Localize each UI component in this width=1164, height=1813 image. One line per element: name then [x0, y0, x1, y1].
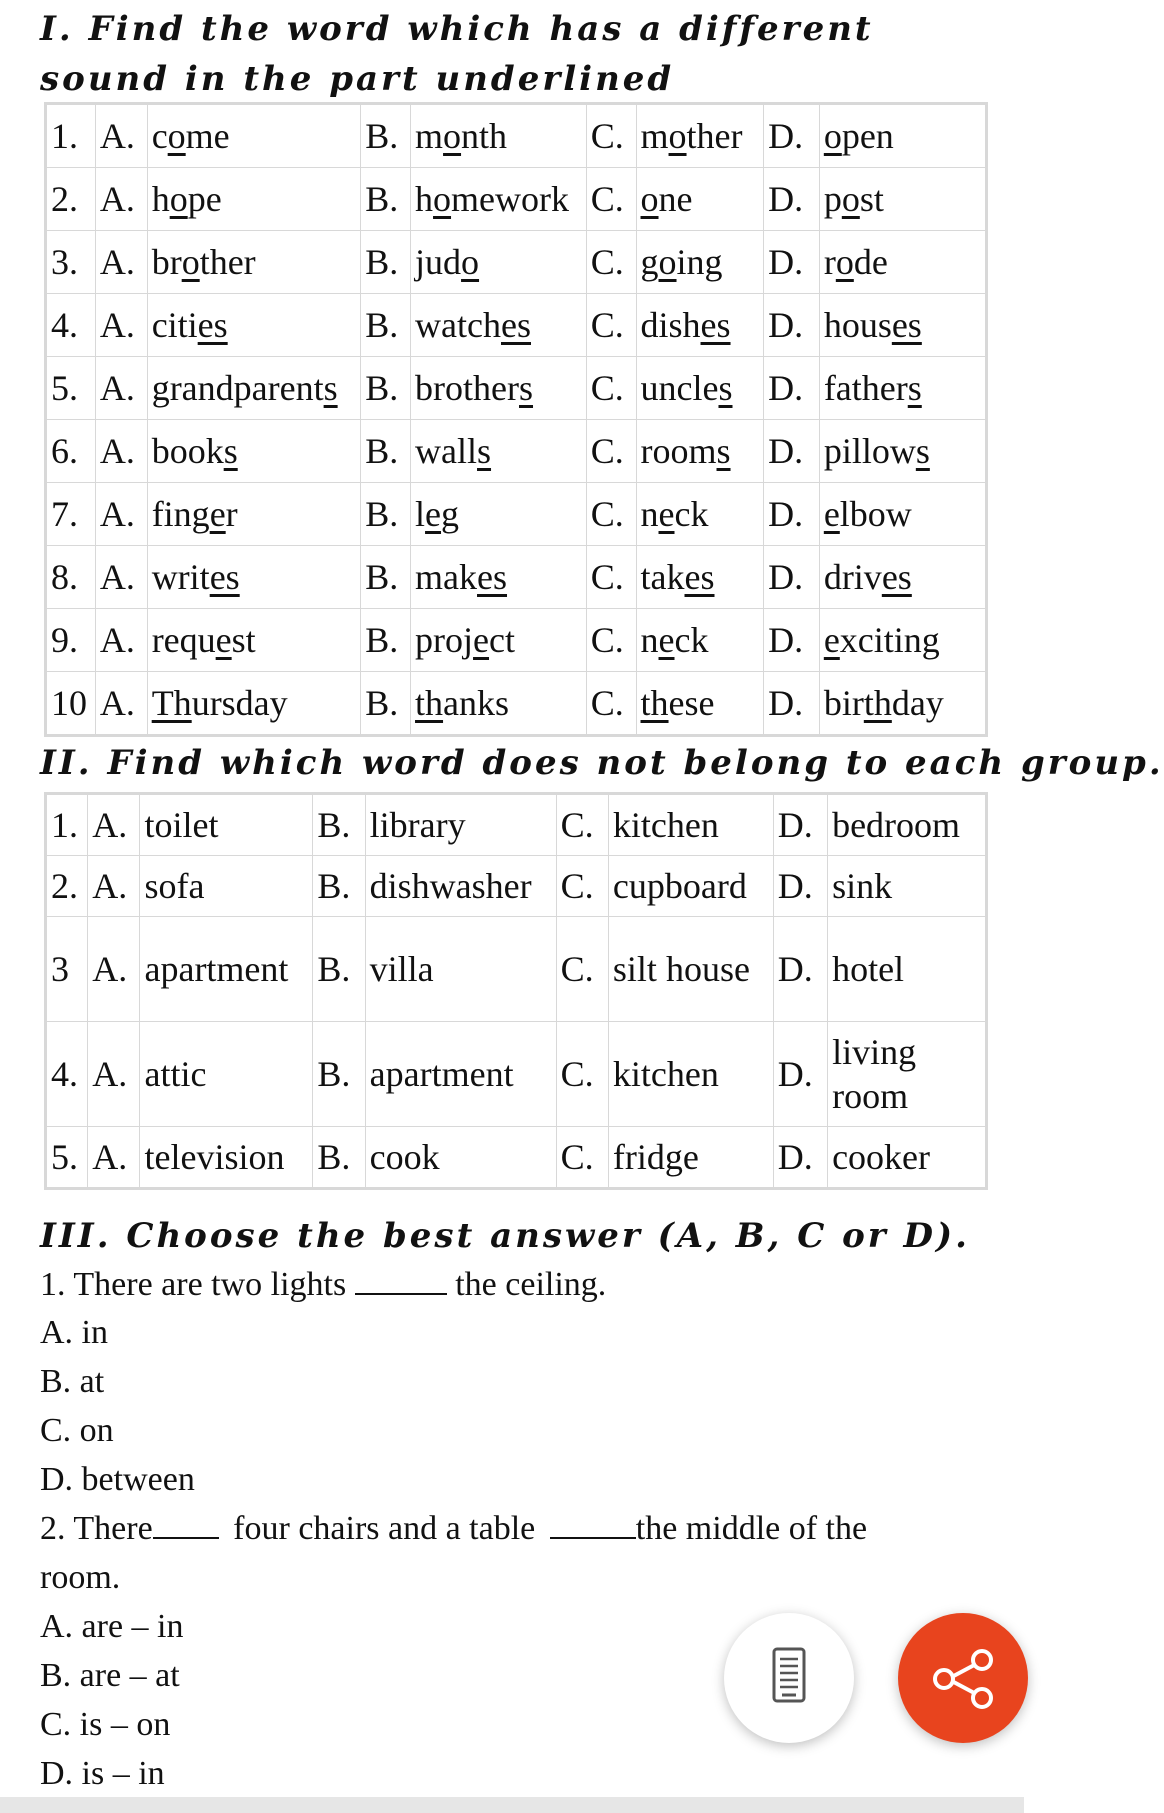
option-item: D. is – in [40, 1755, 165, 1792]
option-letter: B. [361, 546, 411, 609]
option-letter: A. [95, 357, 147, 420]
option-letter: C. [586, 168, 636, 231]
option-letter: D. [764, 546, 820, 609]
option-letter: A. [95, 483, 147, 546]
underlined-part: s [323, 368, 338, 408]
underlined-part: o [835, 242, 854, 282]
document-button[interactable] [724, 1613, 854, 1743]
word-part: me [185, 116, 230, 156]
underlined-part: es [700, 305, 731, 345]
word-part: pe [187, 179, 222, 219]
option-word [819, 168, 986, 231]
word-part: ct [489, 620, 515, 660]
underlined-part: es [891, 305, 922, 345]
underlined-part: es [881, 557, 912, 597]
question-2 [40, 1504, 867, 1553]
option-word: apartment [140, 917, 313, 1022]
option-word: toilet [140, 794, 313, 856]
word-part: m [640, 116, 669, 156]
option-letter: B. [361, 104, 411, 168]
underlined-part: e [823, 620, 840, 660]
question-number: 2. [46, 856, 88, 917]
option-word [636, 609, 764, 672]
word-part: l [415, 494, 426, 534]
word-part: mak [415, 557, 478, 597]
option-word: cupboard [608, 856, 773, 917]
option-letter: C. [586, 546, 636, 609]
question-2-text-cont: room. [40, 1559, 121, 1596]
share-icon [898, 1613, 1028, 1743]
underlined-part: s [519, 368, 534, 408]
word-part: g [441, 494, 460, 534]
underlined-part: es [197, 305, 228, 345]
option-letter: C. [586, 294, 636, 357]
underlined-part: e [658, 494, 675, 534]
table-row [46, 104, 987, 168]
option-word [411, 546, 587, 609]
word-part: de [853, 242, 888, 282]
option-letter: A. [95, 294, 147, 357]
question-number: 2. [46, 168, 96, 231]
word-part: brother [415, 368, 519, 408]
underlined-part: e [215, 620, 232, 660]
option-letter: B. [361, 357, 411, 420]
option-letter: B. [313, 1127, 365, 1189]
option-letter: B. [361, 672, 411, 736]
option-letter: A. [88, 1127, 140, 1189]
option-letter: C. [586, 609, 636, 672]
table-row [46, 357, 987, 420]
option-letter: B. [361, 168, 411, 231]
underlined-part: o [658, 242, 677, 282]
underlined-part: es [684, 557, 715, 597]
option-letter: D. [764, 609, 820, 672]
question-1-text-end: the ceiling. [455, 1266, 607, 1303]
word-part: ese [668, 683, 715, 723]
underlined-part: es [501, 305, 531, 345]
underlined-part: s [718, 368, 733, 408]
option-word [411, 104, 587, 168]
option-word [411, 294, 587, 357]
word-part: jud [415, 242, 462, 282]
option-word: cook [365, 1127, 556, 1189]
option-letter: D. [764, 168, 820, 231]
table-row [46, 420, 987, 483]
option-item: D. between [40, 1461, 195, 1498]
option-letter: C. [556, 856, 608, 917]
underlined-part: o [167, 116, 186, 156]
word-part: tak [640, 557, 685, 597]
word-part: ursday [191, 683, 288, 723]
option-letter: B. [313, 917, 365, 1022]
option-letter: A. [95, 609, 147, 672]
word-part: r [225, 494, 238, 534]
option-word: villa [365, 917, 556, 1022]
option-item: C. is – on [40, 1706, 171, 1743]
option-letter: D. [773, 1022, 827, 1127]
option-word [147, 294, 361, 357]
option-letter: B. [313, 856, 365, 917]
option-letter: D. [764, 294, 820, 357]
option-word [411, 483, 587, 546]
option-word [819, 231, 986, 294]
option-letter: B. [361, 294, 411, 357]
option-letter: C. [586, 104, 636, 168]
word-part: room [640, 431, 717, 471]
option-letter: C. [586, 483, 636, 546]
option-word [819, 546, 986, 609]
question-number: 3 [46, 917, 88, 1022]
option-letter: D. [773, 794, 827, 856]
option-word: cooker [828, 1127, 987, 1189]
word-part: ther [199, 242, 256, 282]
question-number: 5. [46, 1127, 88, 1189]
option-word [147, 168, 361, 231]
word-part: proj [415, 620, 474, 660]
option-letter: D. [764, 672, 820, 736]
table-row [46, 794, 987, 856]
underlined-part: e [823, 494, 840, 534]
word-part: ck [674, 620, 709, 660]
word-part: fing [151, 494, 210, 534]
underlined-part: e [658, 620, 675, 660]
exercise1-table [44, 102, 988, 737]
option-word: living room [828, 1022, 987, 1127]
word-part: bir [823, 683, 864, 723]
table-row [46, 1127, 987, 1189]
option-letter: A. [95, 672, 147, 736]
option-word [636, 672, 764, 736]
option-word: sofa [140, 856, 313, 917]
question-number: 3. [46, 231, 96, 294]
word-part: writ [151, 557, 210, 597]
table-row [46, 856, 987, 917]
option-word: kitchen [608, 1022, 773, 1127]
option-letter: B. [361, 420, 411, 483]
table-row [46, 672, 987, 736]
option-letter: A. [88, 856, 140, 917]
word-part: anks [443, 683, 510, 723]
word-part: day [891, 683, 944, 723]
option-word [411, 420, 587, 483]
option-letter: A. [95, 168, 147, 231]
option-word [636, 420, 764, 483]
word-part: ne [658, 179, 693, 219]
answer-blank [153, 1507, 219, 1539]
question-number: 1. [46, 794, 88, 856]
option-letter: A. [95, 546, 147, 609]
word-part: citi [151, 305, 198, 345]
underlined-part: o [433, 179, 452, 219]
answer-blank [355, 1263, 447, 1295]
word-part: uncle [640, 368, 719, 408]
option-word [411, 609, 587, 672]
option-letter: A. [88, 794, 140, 856]
table-row [46, 231, 987, 294]
option-letter: D. [773, 1127, 827, 1189]
underlined-part: es [209, 557, 240, 597]
question-number: 6. [46, 420, 96, 483]
option-word [147, 420, 361, 483]
option-word [147, 104, 361, 168]
underlined-part: o [461, 242, 480, 282]
underlined-part: e [425, 494, 442, 534]
option-word: apartment [365, 1022, 556, 1127]
word-part: mework [451, 179, 569, 219]
underlined-part: e [473, 620, 490, 660]
word-part: nth [461, 116, 508, 156]
question-number: 1. [46, 104, 96, 168]
word-part: hous [823, 305, 892, 345]
document-list-icon [724, 1613, 854, 1743]
option-letter: C. [556, 1022, 608, 1127]
option-item: C. on [40, 1412, 114, 1449]
bottom-bar [0, 1797, 1024, 1813]
option-word [147, 231, 361, 294]
word-part: p [823, 179, 842, 219]
option-letter: C. [586, 420, 636, 483]
section1-title: I. Find the word which has a different sound in the part underlined [40, 9, 874, 99]
question-number: 10 [46, 672, 96, 736]
option-word: library [365, 794, 556, 856]
option-letter: A. [88, 917, 140, 1022]
question-number: 5. [46, 357, 96, 420]
word-part: ther [686, 116, 743, 156]
underlined-part: s [716, 431, 731, 471]
option-word: fridge [608, 1127, 773, 1189]
section2-title: II. Find which word does not belong to each group. [40, 743, 1164, 783]
underlined-part: s [915, 431, 930, 471]
underlined-part: s [907, 368, 922, 408]
question-number: 8. [46, 546, 96, 609]
underlined-part: es [477, 557, 508, 597]
option-word [636, 104, 764, 168]
table-row [46, 609, 987, 672]
word-part: pen [841, 116, 894, 156]
option-word: silt house [608, 917, 773, 1022]
question-number: 4. [46, 294, 96, 357]
option-letter: D. [773, 917, 827, 1022]
option-word [147, 546, 361, 609]
word-part: father [823, 368, 908, 408]
option-word [819, 420, 986, 483]
underlined-part: o [823, 116, 842, 156]
option-letter: C. [556, 1127, 608, 1189]
word-part: h [151, 179, 170, 219]
table-row [46, 546, 987, 609]
option-item: B. at [40, 1363, 105, 1400]
option-word [411, 672, 587, 736]
word-part: pillow [823, 431, 916, 471]
underlined-part: o [841, 179, 860, 219]
underlined-part: o [668, 116, 687, 156]
option-word: attic [140, 1022, 313, 1127]
option-word [147, 483, 361, 546]
option-word: kitchen [608, 794, 773, 856]
option-word [147, 357, 361, 420]
underlined-part: o [181, 242, 200, 282]
option-letter: A. [88, 1022, 140, 1127]
option-letter: B. [313, 794, 365, 856]
option-word [819, 294, 986, 357]
word-part: watch [415, 305, 501, 345]
option-letter: B. [361, 231, 411, 294]
option-word [147, 672, 361, 736]
word-part: driv [823, 557, 882, 597]
option-letter: C. [556, 917, 608, 1022]
underlined-part: Th [151, 683, 192, 723]
option-letter: C. [586, 672, 636, 736]
option-word [636, 357, 764, 420]
option-item: B. are – at [40, 1657, 180, 1694]
option-item: A. in [40, 1314, 108, 1351]
exercise2-table [44, 792, 988, 1190]
section3-title: III. Choose the best answer (A, B, C or D). [40, 1216, 970, 1256]
option-word [636, 231, 764, 294]
word-part: g [640, 242, 659, 282]
option-word: bedroom [828, 794, 987, 856]
word-part: grandparent [151, 368, 324, 408]
option-word [411, 168, 587, 231]
word-part: book [151, 431, 224, 471]
option-word [636, 546, 764, 609]
table-row [46, 917, 987, 1022]
option-word [636, 483, 764, 546]
question-2-text-start: 2. There [40, 1510, 153, 1547]
question-1-text-start: 1. There are two lights [40, 1266, 347, 1303]
option-letter: D. [764, 231, 820, 294]
table-row [46, 483, 987, 546]
option-word [819, 483, 986, 546]
option-word [819, 672, 986, 736]
option-letter: C. [586, 231, 636, 294]
word-part: dish [640, 305, 701, 345]
option-letter: D. [764, 420, 820, 483]
question-number: 7. [46, 483, 96, 546]
word-part: xciting [839, 620, 940, 660]
option-letter: A. [95, 104, 147, 168]
word-part: ing [676, 242, 723, 282]
option-letter: B. [361, 609, 411, 672]
option-letter: D. [773, 856, 827, 917]
option-letter: D. [764, 104, 820, 168]
table-row [46, 168, 987, 231]
option-letter: C. [556, 794, 608, 856]
option-word [636, 294, 764, 357]
word-part: br [151, 242, 182, 282]
underlined-part: th [863, 683, 892, 723]
option-word [819, 357, 986, 420]
option-word: dishwasher [365, 856, 556, 917]
question-2-text-mid: four chairs and a table [233, 1510, 536, 1547]
option-word [819, 609, 986, 672]
word-part: lbow [839, 494, 912, 534]
option-word: sink [828, 856, 987, 917]
word-part: wall [415, 431, 478, 471]
table-row [46, 294, 987, 357]
word-part: h [415, 179, 434, 219]
question-number: 4. [46, 1022, 88, 1127]
word-part: n [640, 494, 659, 534]
underlined-part: th [415, 683, 444, 723]
option-word [819, 104, 986, 168]
table-row [46, 1022, 987, 1127]
option-word: television [140, 1127, 313, 1189]
word-part: c [151, 116, 168, 156]
underlined-part: o [640, 179, 659, 219]
option-word [636, 168, 764, 231]
word-part: r [823, 242, 836, 282]
answer-blank [550, 1507, 636, 1539]
underlined-part: s [477, 431, 492, 471]
option-word [411, 357, 587, 420]
underlined-part: o [169, 179, 188, 219]
option-letter: B. [313, 1022, 365, 1127]
underlined-part: th [640, 683, 669, 723]
option-letter: A. [95, 231, 147, 294]
word-part: requ [151, 620, 216, 660]
word-part: ck [674, 494, 709, 534]
option-item: A. are – in [40, 1608, 184, 1645]
word-part: st [859, 179, 884, 219]
word-part: m [415, 116, 444, 156]
underlined-part: o [443, 116, 462, 156]
word-part: st [231, 620, 256, 660]
option-word [147, 609, 361, 672]
question-number: 9. [46, 609, 96, 672]
option-word [411, 231, 587, 294]
word-part: n [640, 620, 659, 660]
question-1 [40, 1260, 606, 1309]
share-button[interactable] [898, 1613, 1028, 1743]
option-letter: A. [95, 420, 147, 483]
option-letter: C. [586, 357, 636, 420]
underlined-part: e [209, 494, 226, 534]
underlined-part: s [223, 431, 238, 471]
option-word: hotel [828, 917, 987, 1022]
option-letter: D. [764, 483, 820, 546]
question-2-text-end: the middle of the [635, 1510, 868, 1547]
option-letter: D. [764, 357, 820, 420]
option-letter: B. [361, 483, 411, 546]
